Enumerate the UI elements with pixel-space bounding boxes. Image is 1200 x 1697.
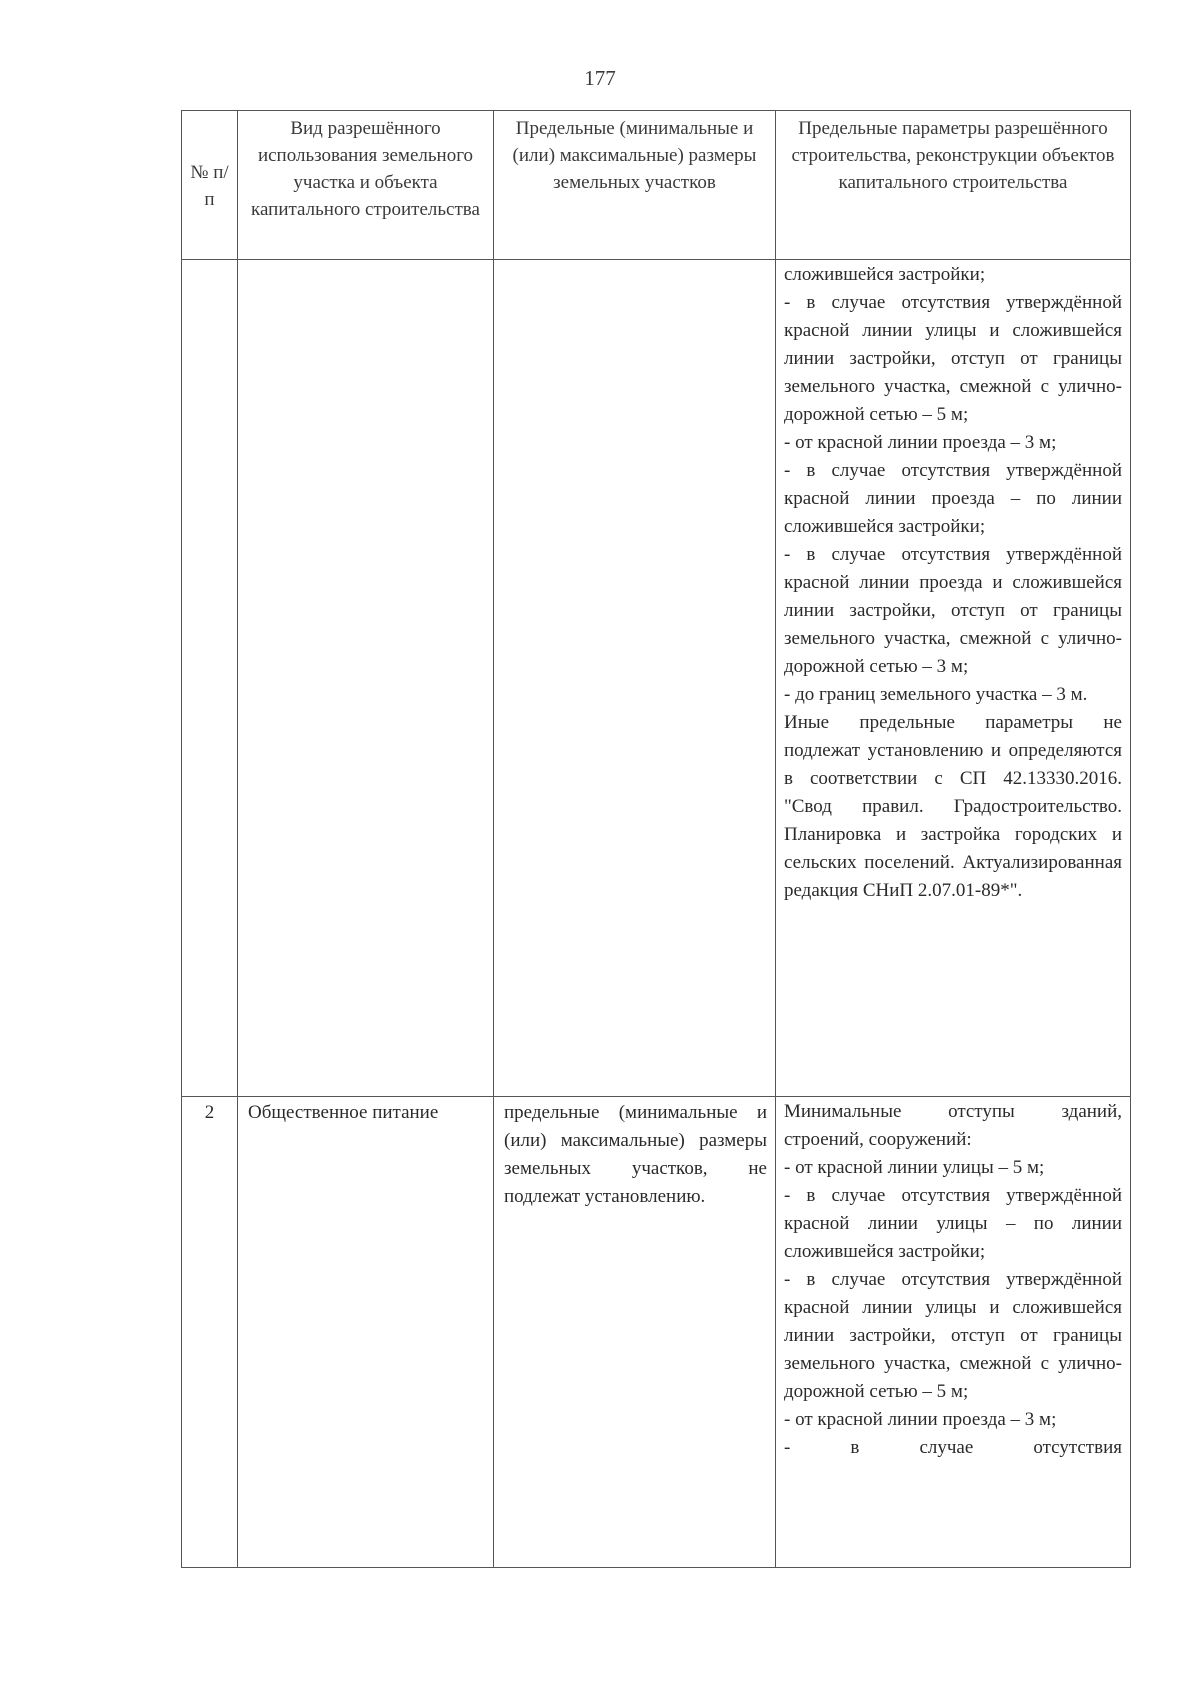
row-permitted-use (238, 260, 494, 1097)
header-construction-params: Предельные параметры разрешённого строительства, реконструкции объектов капитального строительства (776, 111, 1131, 260)
table-row (182, 1097, 1131, 1568)
param-line: - в случае отсутствия утверждённой красной линии улицы и сложившейся линии застройки, отступ от границы земельного участка, смежной с улично-дорожной сетью – 5 м; (784, 1269, 1122, 1402)
header-plot-size: Предельные (минимальные и (или) максимальные) размеры земельных участков (494, 111, 776, 260)
param-line: - до границ земельного участка – 3 м. (784, 684, 1088, 705)
row-number (182, 260, 238, 1097)
param-line: - в случае отсутствия утверждённой красной линии проезда и сложившейся линии застройки, отступ от границы земельного участка, смежной с улично-дорожной сетью – 3 м; (784, 544, 1122, 677)
page-number: 177 (584, 66, 616, 90)
row-plot-size (494, 260, 776, 1097)
param-line: - от красной линии проезда – 3 м; (784, 1409, 1057, 1430)
header-number: № п/п (182, 111, 238, 260)
param-line: - в случае отсутствия утверждённой красной линии улицы – по линии сложившейся застройки; (784, 1185, 1122, 1262)
table-header-row (182, 111, 1131, 260)
param-line: - в случае отсутствия утверждённой красной линии улицы и сложившейся линии застройки, отступ от границы земельного участка, смежной с улично-дорожной сетью – 5 м; (784, 292, 1122, 425)
param-line: - в случае отсутствия утверждённой красной линии проезда – по линии сложившейся застройки; (784, 460, 1122, 537)
header-permitted-use: Вид разрешённого использования земельного участка и объекта капитального строительства (238, 111, 494, 260)
param-line: - от красной линии улицы – 5 м; (784, 1157, 1045, 1178)
row-construction-params (776, 260, 1131, 1097)
param-line: - от красной линии проезда – 3 м; (784, 432, 1057, 453)
param-line: Иные предельные параметры не подлежат установлению и определяются в соответствии с СП 42.13330.2016. "Свод правил. Градостроительство. Планировка и застройка городских и сельских поселений. Актуализированная редакция СНиП 2.07.01-89*". (784, 712, 1122, 901)
param-line: Минимальные отступы зданий, строений, сооружений: (784, 1101, 1122, 1150)
param-line: сложившейся застройки; (784, 264, 986, 285)
row-number: 2 (182, 1097, 238, 1568)
table-row (182, 260, 1131, 1097)
row-plot-size (494, 1097, 776, 1568)
regulations-table (181, 110, 1131, 1568)
row-construction-params (776, 1097, 1131, 1568)
param-line: - в случае отсутствия (784, 1437, 1122, 1458)
row-permitted-use: Общественное питание (238, 1097, 494, 1568)
plot-size-text: предельные (минимальные и (или) максимальные) размеры земельных участков, не подлежат установлению. (504, 1102, 767, 1207)
